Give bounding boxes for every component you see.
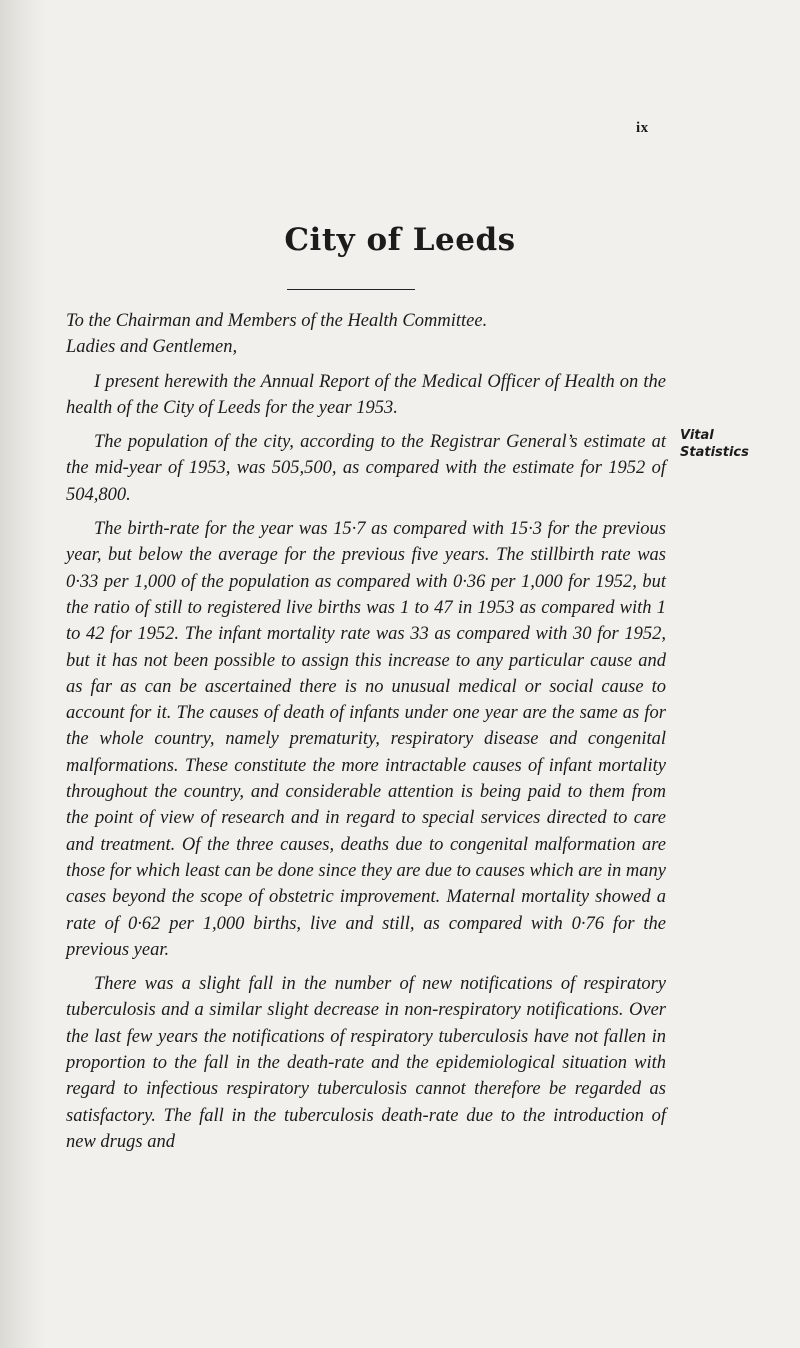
paragraph: The population of the city, according to the Registrar General’s estimate at the mid-year of 1953, was 505,500, as compared with the estimate for 1952 of 504,800. <box>66 432 666 505</box>
margin-note-line: Vital <box>680 428 714 444</box>
margin-note-line: Statistics <box>680 445 749 461</box>
paragraph: The birth-rate for the year was 15·7 as compared with 15·3 for the previous year, but below the average for the previous five years. The stillbirth rate was 0·33 per 1,000 of the population as compared with 0·36 per 1,000 for 1952, but the ratio of still to registered live births was 1 to 47 in 1953 as compared with 1 to 42 for 1952. The infant mortality rate was 33 as compared with 30 for 1952, but it has not been possible to assign this increase to any particular cause and as far as can be ascertained there is no unusual medical or social cause to account for it. The causes of death of infants under one year are the same as for the whole country, namely prematurity, respiratory disease and congenital malformations. These constitute the more intractable causes of infant mortality throughout the country, and considerable attention is being paid to them from the point of view of research and in regard to special services directed to care and treatment. Of the three causes, deaths due to congenital malformation are those for which least can be done since they are due to causes which are in many cases beyond the scope of obstetric improvement. Maternal mortality showed a rate of 0·62 per 1,000 births, live and still, as compared with 0·76 for the previous year. <box>66 519 666 960</box>
margin-note <box>680 427 749 461</box>
paragraph: I present herewith the Annual Report of the Medical Officer of Health on the health of the City of Leeds for the year 1953. <box>66 371 666 418</box>
title-divider <box>287 289 415 290</box>
paragraph: There was a slight fall in the number of new notifications of respiratory tuberculosis and a similar slight decrease in non-respiratory notifications. Over the last few years the notifications of respiratory tuberculosis have not fallen in proportion to the fall in the death-rate and the epidemiological situation with regard to infectious respiratory tuberculosis cannot therefore be regarded as satisfactory. The fall in the tuberculosis death-rate due to the introduction of new drugs and <box>66 974 666 1152</box>
greeting: Ladies and Gentlemen, <box>66 337 238 358</box>
page-title: City of Leeds <box>284 222 516 258</box>
letter-body <box>66 308 666 1155</box>
page-number: ix <box>636 120 649 136</box>
page-edge-shadow <box>0 0 46 1348</box>
addressee: To the Chairman and Members of the Health Committee. <box>66 311 488 331</box>
